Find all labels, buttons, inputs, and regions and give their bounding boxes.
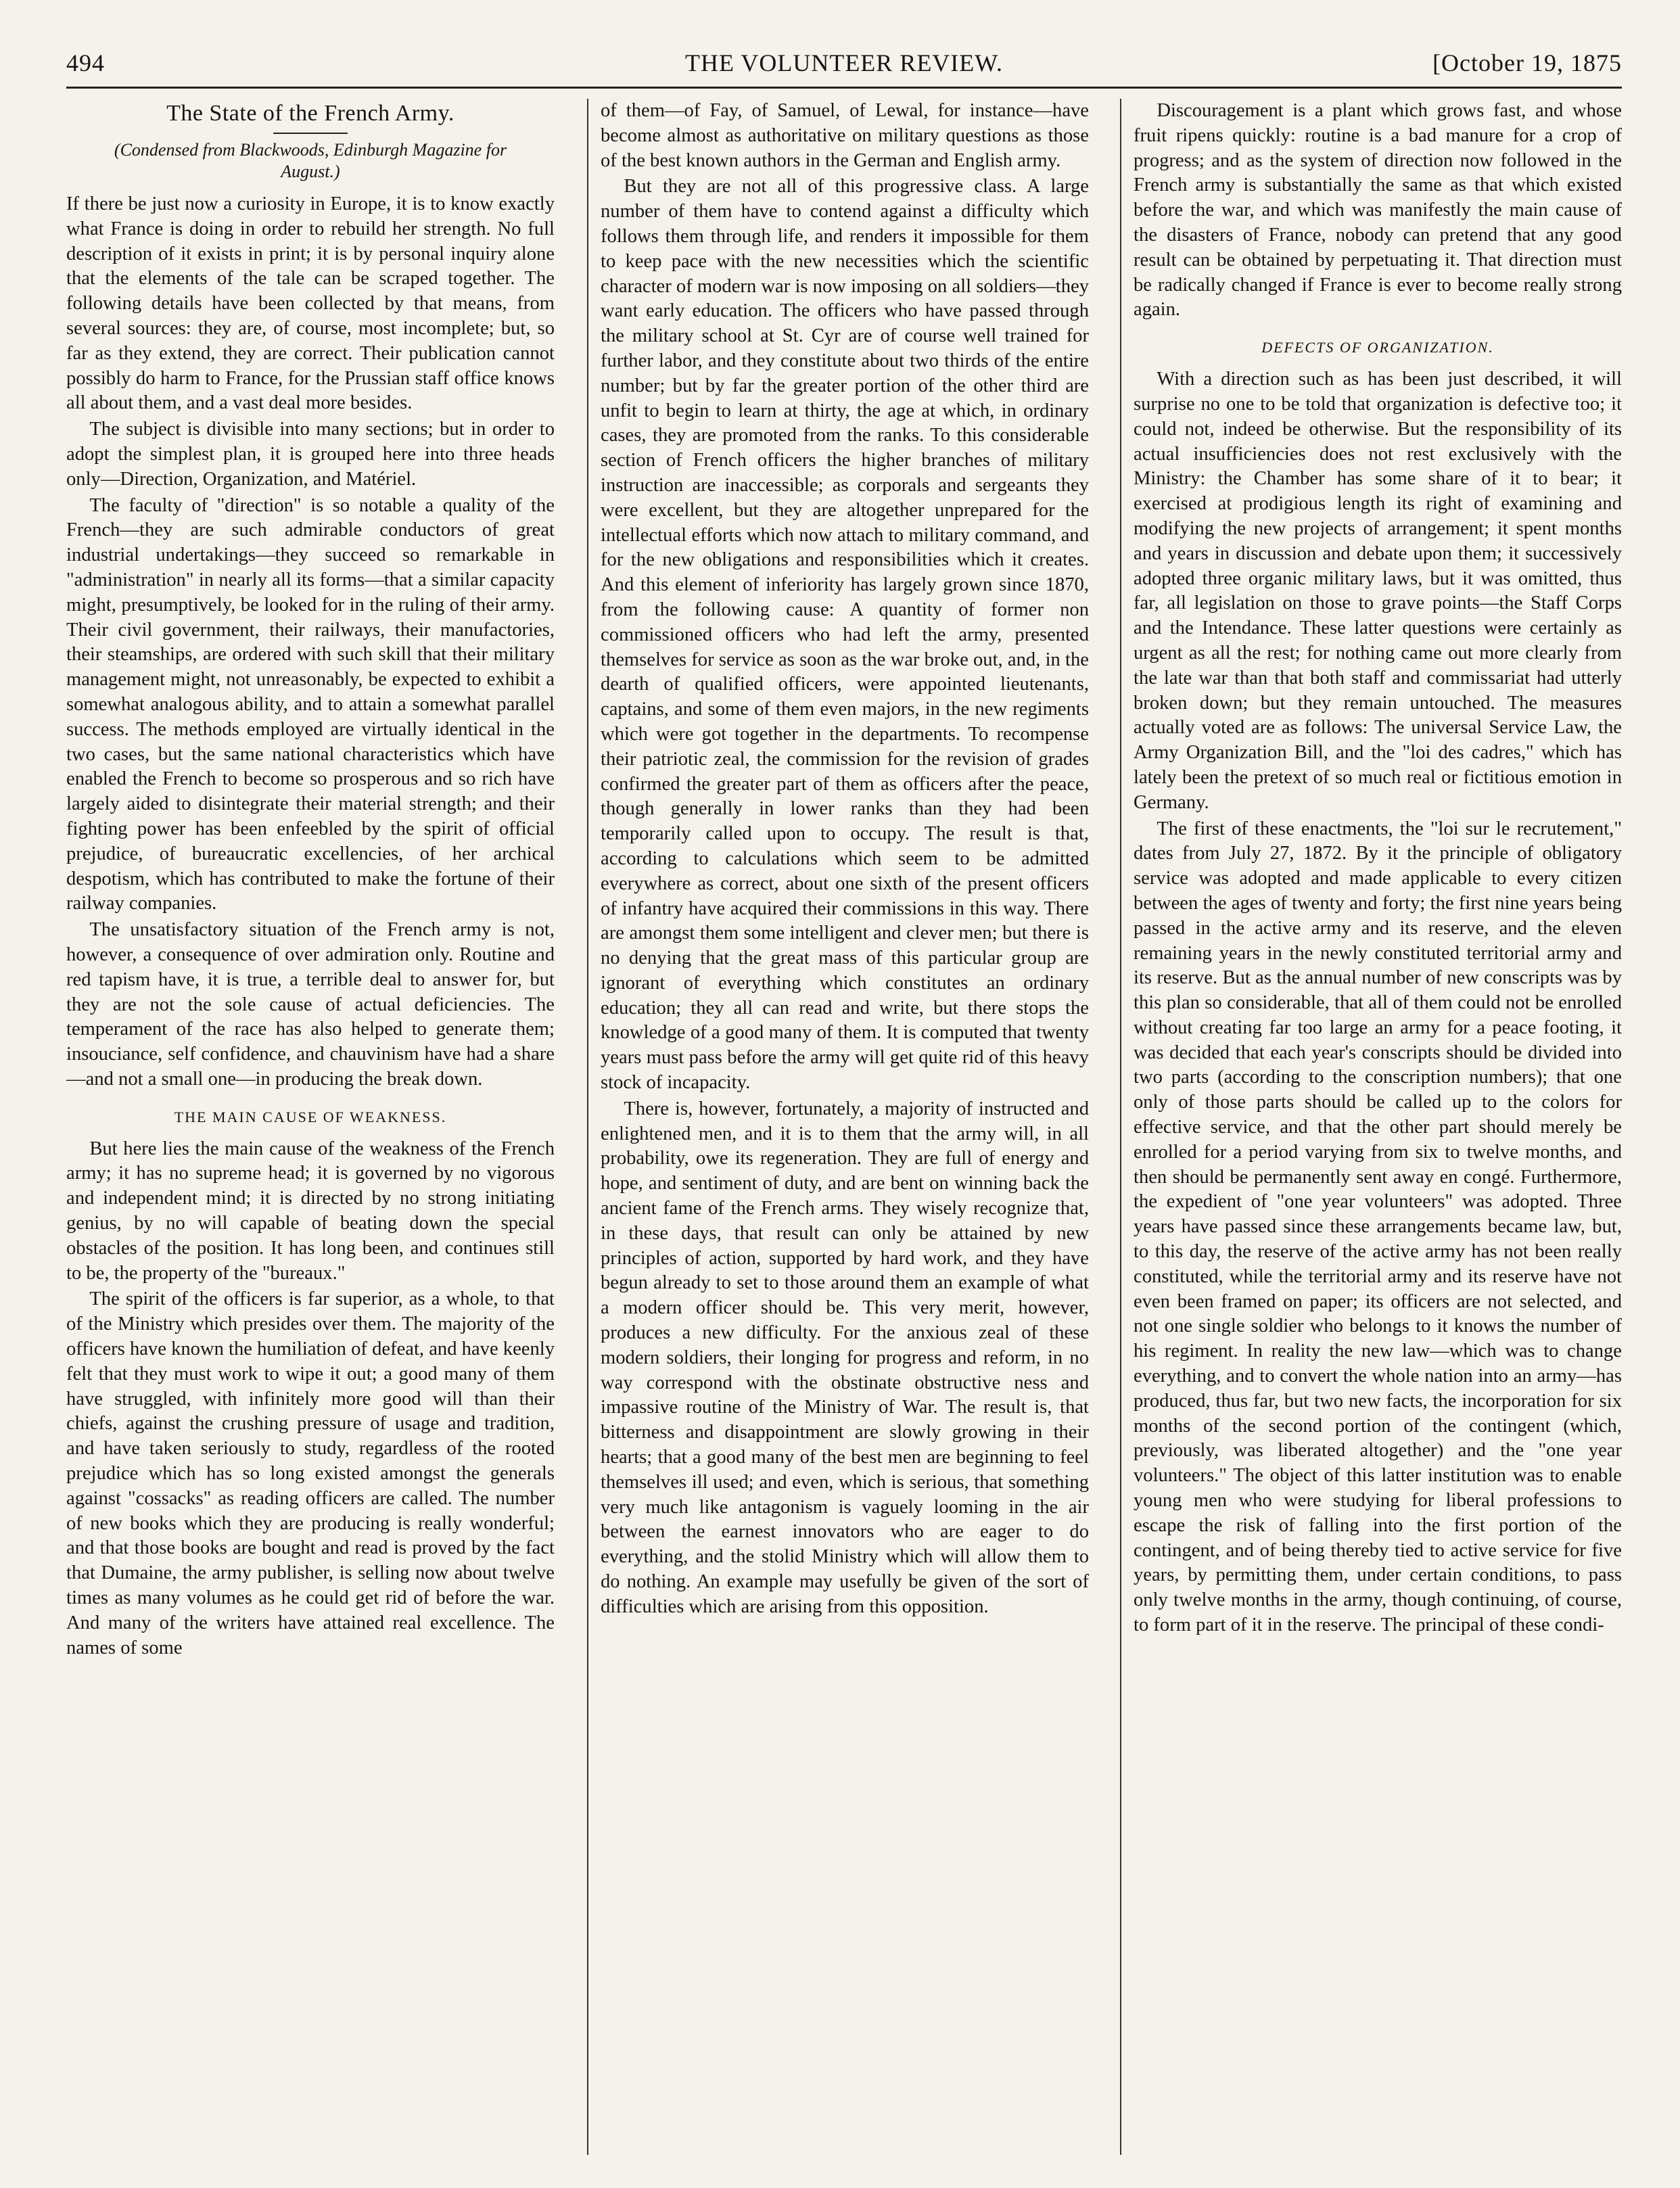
paragraph: If there be just now a curiosity in Europe, it is to know exactly what France is doing in order to rebuild her strength. No full description of it exists in print; it is by personal inquiry alone that the elements of the tale can be scraped together. The following details have been collected by that means, from several sources: they are, of course, most incomplete; but, so far as they extend, they are correct. Their publication cannot possibly do harm to France, for the Prussian staff office knows all about them, and a vast deal more besides. [66, 193, 555, 414]
column-rule [587, 99, 588, 2155]
section-heading: DEFECTS OF ORGANIZATION. [1261, 339, 1494, 356]
header-rule [66, 87, 1622, 89]
page-number: 494 [66, 49, 105, 76]
issue-date: [October 19, 1875 [1432, 49, 1622, 76]
paragraph: The first of these enactments, the "loi sur le recrutement," dates from July 27, 1872. By it the principle of obligatory service was adopted and made applicable to every citizen between the ages of twenty and forty; the first nine years being passed in the active army and its reserve, and the eleven remaining years in the newly constituted territorial army and its reserve. But as the annual number of new conscripts was by this plan so considerable, that all of them could not be enrolled without creating far too large an army for a peace footing, it was decided that each year's conscripts should be divided into two parts (according to the conscription numbers); that one only of those parts should be called up to the colors for effective service, and that the other part should merely be enrolled for a period varying from six to twelve months, and then should be permanently sent away en congé. Furthermore, the expedient of "one year volunteers" was adopted. Three years have passed since these arrangements became law, but, to this day, the reserve of the active army has not been really constituted, while the territorial army and its reserve have not even been framed on paper; its officers are not selected, and not one single soldier who belongs to it knows the number of his regiment. In reality the new law—which was to change everything, and to convert the whole nation into an army—has produced, thus far, but two new facts, the incorporation for six months of the second portion of the contingent (which, previously, was liberated altogether) and the "one year volunteers." The object of this latter institution was to enable young men who were studying for liberal professions to escape the risk of falling into the first portion of the contingent, and of being thereby tied to active service for five years, by permitting them, under certain conditions, to pass only twelve months in the army, though continuing, of course, to form part of it in the reserve. The principal of these condi- [1134, 818, 1622, 1636]
column-3 [1134, 99, 1622, 2155]
paragraph: There is, however, fortunately, a majority of instructed and enlightened men, and it is to them that the army will, in all probability, owe its regeneration. They are full of energy and hope, and sentiment of duty, and are bent on winning back the ancient fame of the French arms. They wisely recognize that, in these days, that result can only be attained by new principles of action, supported by hard work, and they have begun already to set to those around them an example of what a modern officer should be. This very merit, however, produces a new difficulty. For the anxious zeal of these modern soldiers, their longing for progress and reform, in no way correspond with the obstinate obstructive ness and impassive routine of the Ministry of War. The result is, that bitterness and disappointment are slowly growing in their hearts; that a good many of the best men are beginning to feel themselves ill used; and even, which is serious, that something very much like antagonism is vaguely looming in the air between the earnest innovators who are eager to do everything, and the stolid Ministry which will allow them to do nothing. An example may usefully be given of the sort of difficulties which are arising from this opposition. [601, 1098, 1089, 1617]
paragraph: But here lies the main cause of the weakness of the French army; it has no supreme head; it is governed by no vigorous and independent mind; it is directed by no strong initiating genius, by no will capable of beating down the special obstacles of the position. It has long been, and continues still to be, the property of the "bureaux." [66, 1138, 555, 1284]
paragraph: The subject is divisible into many sections; but in order to adopt the simplest plan, it is grouped here into three heads only—Direction, Organization, and Matériel. [66, 419, 555, 490]
paragraph: The unsatisfactory situation of the French army is not, however, a consequence of over admiration only. Routine and red tapism have, it is true, a terrible deal to answer for, but they are not the sole cause of actual deficiencies. The temperament of the race has also helped to generate them; insouciance, self confidence, and chauvinism have had a share—and not a small one—in producing the break down. [66, 919, 555, 1090]
paragraph: Discouragement is a plant which grows fast, and whose fruit ripens quickly: routine is a bad manure for a crop of progress; and as the system of direction now followed in the French army is substantially the same as that which existed before the war, and which was manifestly the main cause of the disasters of France, nobody can pretend that any good result can be obtained by perpetuating it. That direction must be radically changed if France is ever to become really strong again. [1134, 100, 1622, 321]
paragraph: The spirit of the officers is far superior, as a whole, to that of the Ministry which presides over them. The majority of the officers have known the humiliation of defeat, and have keenly felt that they must work to wipe it out; a good many of them have struggled, with infinitely more good will than their chiefs, against the crushing pressure of usage and tradition, and have taken seriously to study, regardless of the rooted prejudice which has so long existed amongst the generals against "cossacks" as reading officers are called. The number of new books which they are producing is really wonderful; and that those books are bought and read is proved by the fact that Dumaine, the army publisher, is selling now about twelve times as many volumes as he could get rid of before the war. And many of the writers have attained real excellence. The names of some [66, 1288, 555, 1658]
paragraph: of them—of Fay, of Samuel, of Lewal, for instance—have become almost as authoritative on military questions as those of the best known authors in the German and English army. [601, 100, 1089, 171]
title-rule [273, 133, 348, 134]
paragraph: With a direction such as has been just described, it will surprise no one to be told that organization is defective too; it could not, indeed be otherwise. But the responsibility of its actual insufficiencies does not rest exclusively with the Ministry: the Chamber has some share of it to bear; it exercised at prodigious length its right of examining and modifying the new projects of arrangement; it spent months and years in discussion and debate upon them; it successively adopted three organic military laws, but it was omitted, thus far, all legislation on those to grave points—the Staff Corps and the Intendance. These latter questions were certainly as urgent as all the rest; for nothing came out more clearly from the late war than that both staff and commissariat had utterly broken down; but they remain untouched. The measures actually voted are as follows: The universal Service Law, the Army Organization Bill, and the "loi des cadres," which has lately been the pretext of so much real or fictitious emotion in Germany. [1134, 369, 1622, 813]
column-rule [1120, 99, 1121, 2155]
masthead-title: THE VOLUNTEER REVIEW. [685, 49, 1003, 76]
article-title: The State of the French Army. [166, 101, 454, 126]
column-2 [601, 99, 1089, 2155]
paragraph: The faculty of "direction" is so notable a quality of the French—they are such admirable conductors of great industrial undertakings—they succeed so remarkable in "administration" in nearly all its forms—that a similar capacity might, presumptively, be looked for in the ruling of their army. Their civil government, their railways, their manufactories, their steamships, are ordered with such skill that their military management might, not unreasonably, be expected to exhibit a somewhat analogous ability, and to attain a somewhat parallel success. The methods employed are virtually identical in the two cases, but the same national characteristics which have enabled the French to become so prosperous and so rich have largely aided to disintegrate their material strength; and their fighting power has been enfeebled by the spirit of official prejudice, of bureaucratic excellencies, of her archical despotism, which has contributed to make the fortune of their railway companies. [66, 494, 555, 914]
paragraph: But they are not all of this progressive class. A large number of them have to contend against a difficulty which follows them through life, and renders it impossible for them to keep pace with the new necessities which the scientific character of modern war is now imposing on all soldiers—they want early education. The officers who have passed through the military school at St. Cyr are of course well trained for further labor, and they constitute about two thirds of the entire number; but by far the greater portion of the other third are unfit to begin to learn at thirty, the age at which, in ordinary cases, they are promoted from the ranks. To this considerable section of French officers the higher branches of military instruction are inaccessible; as corporals and sergeants they were excellent, but they are altogether unprepared for the intellectual efforts which now attach to military command, and for the new obligations and responsibilities which it creates. And this element of inferiority has largely grown since 1870, from the following cause: A quantity of former non commissioned officers who had left the army, presented themselves for service as soon as the war broke out, and, in the dearth of qualified officers, were appointed lieutenants, captains, and some of them even majors, in the new regiments which were got together in the departments. To recompense their patriotic zeal, the commission for the revision of grades confirmed the greater part of them as officers after the peace, though generally in lower ranks than they had been temporarily called upon to occupy. The result is that, according to calculations which seem to be admitted everywhere as correct, about one sixth of the present officers of infantry have acquired their commissions in this way. There are amongst them some intelligent and clever men; but there is no denying that the great mass of this particular group are ignorant of everything which constitutes an ordinary education; they all can read and write, but there stops the knowledge of a good many of them. It is computed that twenty years must pass before the army will get quite rid of this heavy stock of incapacity. [601, 176, 1089, 1094]
article-byline: (Condensed from Blackwoods, Edinburgh Magazine for August.) [114, 140, 507, 181]
page-header [66, 49, 1622, 85]
section-heading: THE MAIN CAUSE OF WEAKNESS. [174, 1108, 447, 1125]
column-1 [66, 99, 555, 2155]
